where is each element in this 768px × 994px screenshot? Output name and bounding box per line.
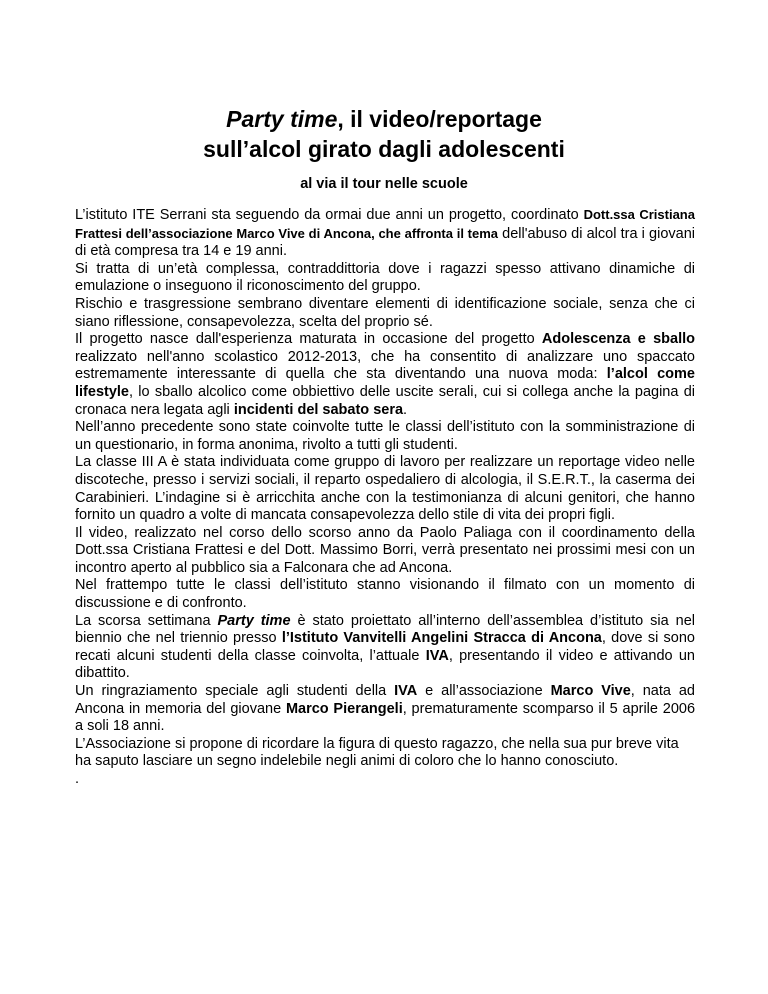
paragraph-6: La classe III A è stata individuata come gruppo di lavoro per realizzare un reportage video nelle discoteche, presso i servizi sociali, il reparto ospedaliero di alcologia, il S.E.R.T., la caserma dei Carabinieri. L’indagine si è arricchita anche con la testimonianza di alcuni genitori, che hanno fornito un quadro a volte di mancata consapevolezza dello stile di vita dei propri figli. (75, 454, 695, 524)
title-line-1 (0, 104, 768, 134)
p1-text-a: L’istituto ITE Serrani sta seguendo da ormai due anni un progetto, coordinato (75, 207, 584, 223)
title-line-1-rest: , il video/reportage (337, 106, 542, 132)
paragraph-2: Si tratta di un’età complessa, contraddittoria dove i ragazzi spesso attivano dinamiche di emulazione o inseguono il riconoscimento del gruppo. (75, 260, 695, 295)
paragraph-3: Rischio e trasgressione sembrano diventare elementi di identificazione sociale, senza che ci siano riflessione, consapevolezza, scelta del proprio sé. (75, 295, 695, 330)
paragraph-12: . (75, 771, 80, 787)
p9-bold-school: l’Istituto Vanvitelli Angelini Stracca di Ancona (281, 630, 602, 647)
paragraph-4 (75, 331, 695, 419)
p10-text-g: , prematuramente scomparso il 5 aprile 2006 a soli 18 anni. (75, 700, 696, 735)
paragraph-10 (75, 683, 695, 736)
p4-text-e: , lo sballo alcolico come obbiettivo delle uscite serali, cui si collega anche la pagina di cronaca nera legata agli (75, 383, 695, 418)
p10-bold-class: IVA (394, 683, 418, 700)
p4-bold-project: Adolescenza e sballo (541, 331, 695, 348)
title-line-2: sull’alcol girato dagli adolescenti (203, 136, 565, 162)
p1-text-c: dell'abuso di alcol tra i giovani di età compresa tra 14 e 19 anni. (75, 225, 695, 260)
p1-text-bold: Dott.ssa Cristiana Frattesi dell’associazione Marco Vive di Ancona, che affronta il tema (75, 207, 695, 241)
p9-text-a: La scorsa settimana (75, 612, 218, 629)
paragraph-5: Nell’anno precedente sono state coinvolte tutte le classi dell’istituto con la somministrazione di un questionario, in forma anonima, rivolto a tutti gli studenti. (75, 419, 695, 453)
document-subtitle: al via il tour nelle scuole (300, 176, 468, 192)
article-body (75, 206, 695, 789)
p10-text-c: e all’associazione (417, 683, 551, 700)
p10-bold-name: Marco Pierangeli (285, 700, 403, 717)
document-title (0, 104, 768, 164)
p10-bold-association: Marco Vive (550, 683, 631, 700)
paragraph-8: Nel frattempo tutte le classi dell’istituto stanno visionando il filmato con un momento di discussione e di confronto. (75, 577, 695, 612)
p10-text-e: , nata ad Ancona in memoria del giovane (75, 683, 695, 717)
p9-bold-class: IVA (425, 647, 449, 664)
paragraph-9 (75, 613, 695, 683)
title-italic-part: Party time (226, 106, 338, 132)
paragraph-7: Il video, realizzato nel corso dello scorso anno da Paolo Paliaga con il coordinamento della Dott.ssa Cristiana Frattesi e del Dott. Massimo Borri, verrà presentato nei prossimi mesi con un incontro aperto al pubblico sia a Falconara che ad Ancona. (75, 524, 695, 576)
p10-text-a: Un ringraziamento speciale agli studenti della (75, 683, 395, 700)
p9-text-e: , dove si sono recati alcuni studenti della classe coinvolta, l’attuale (75, 630, 695, 664)
p9-text-g: , presentando il video e attivando un dibattito. (75, 647, 695, 682)
p9-text-c: è stato proiettato all’interno dell’assemblea d’istituto sia nel biennio che nel triennio presso (75, 612, 695, 647)
p4-text-c: realizzato nell'anno scolastico 2012-2013, che ha consentito di analizzare uno spaccato estremamente interessante di quella che sta diventando una nuova moda: (75, 348, 695, 383)
p4-bold-incidents: incidenti del sabato sera (233, 401, 404, 418)
p9-bold-italic-title: Party time (217, 612, 291, 629)
paragraph-1 (75, 206, 695, 261)
p4-text-g: . (403, 401, 408, 418)
p4-text-a: Il progetto nasce dall'esperienza maturata in occasione del progetto (75, 331, 542, 348)
p4-bold-lifestyle: l’alcol come lifestyle (75, 366, 695, 400)
paragraph-11: L’Associazione si propone di ricordare la figura di questo ragazzo, che nella sua pur breve vita ha saputo lasciare un segno indelebile negli animi di coloro che lo hanno conosciuto. (75, 735, 679, 770)
